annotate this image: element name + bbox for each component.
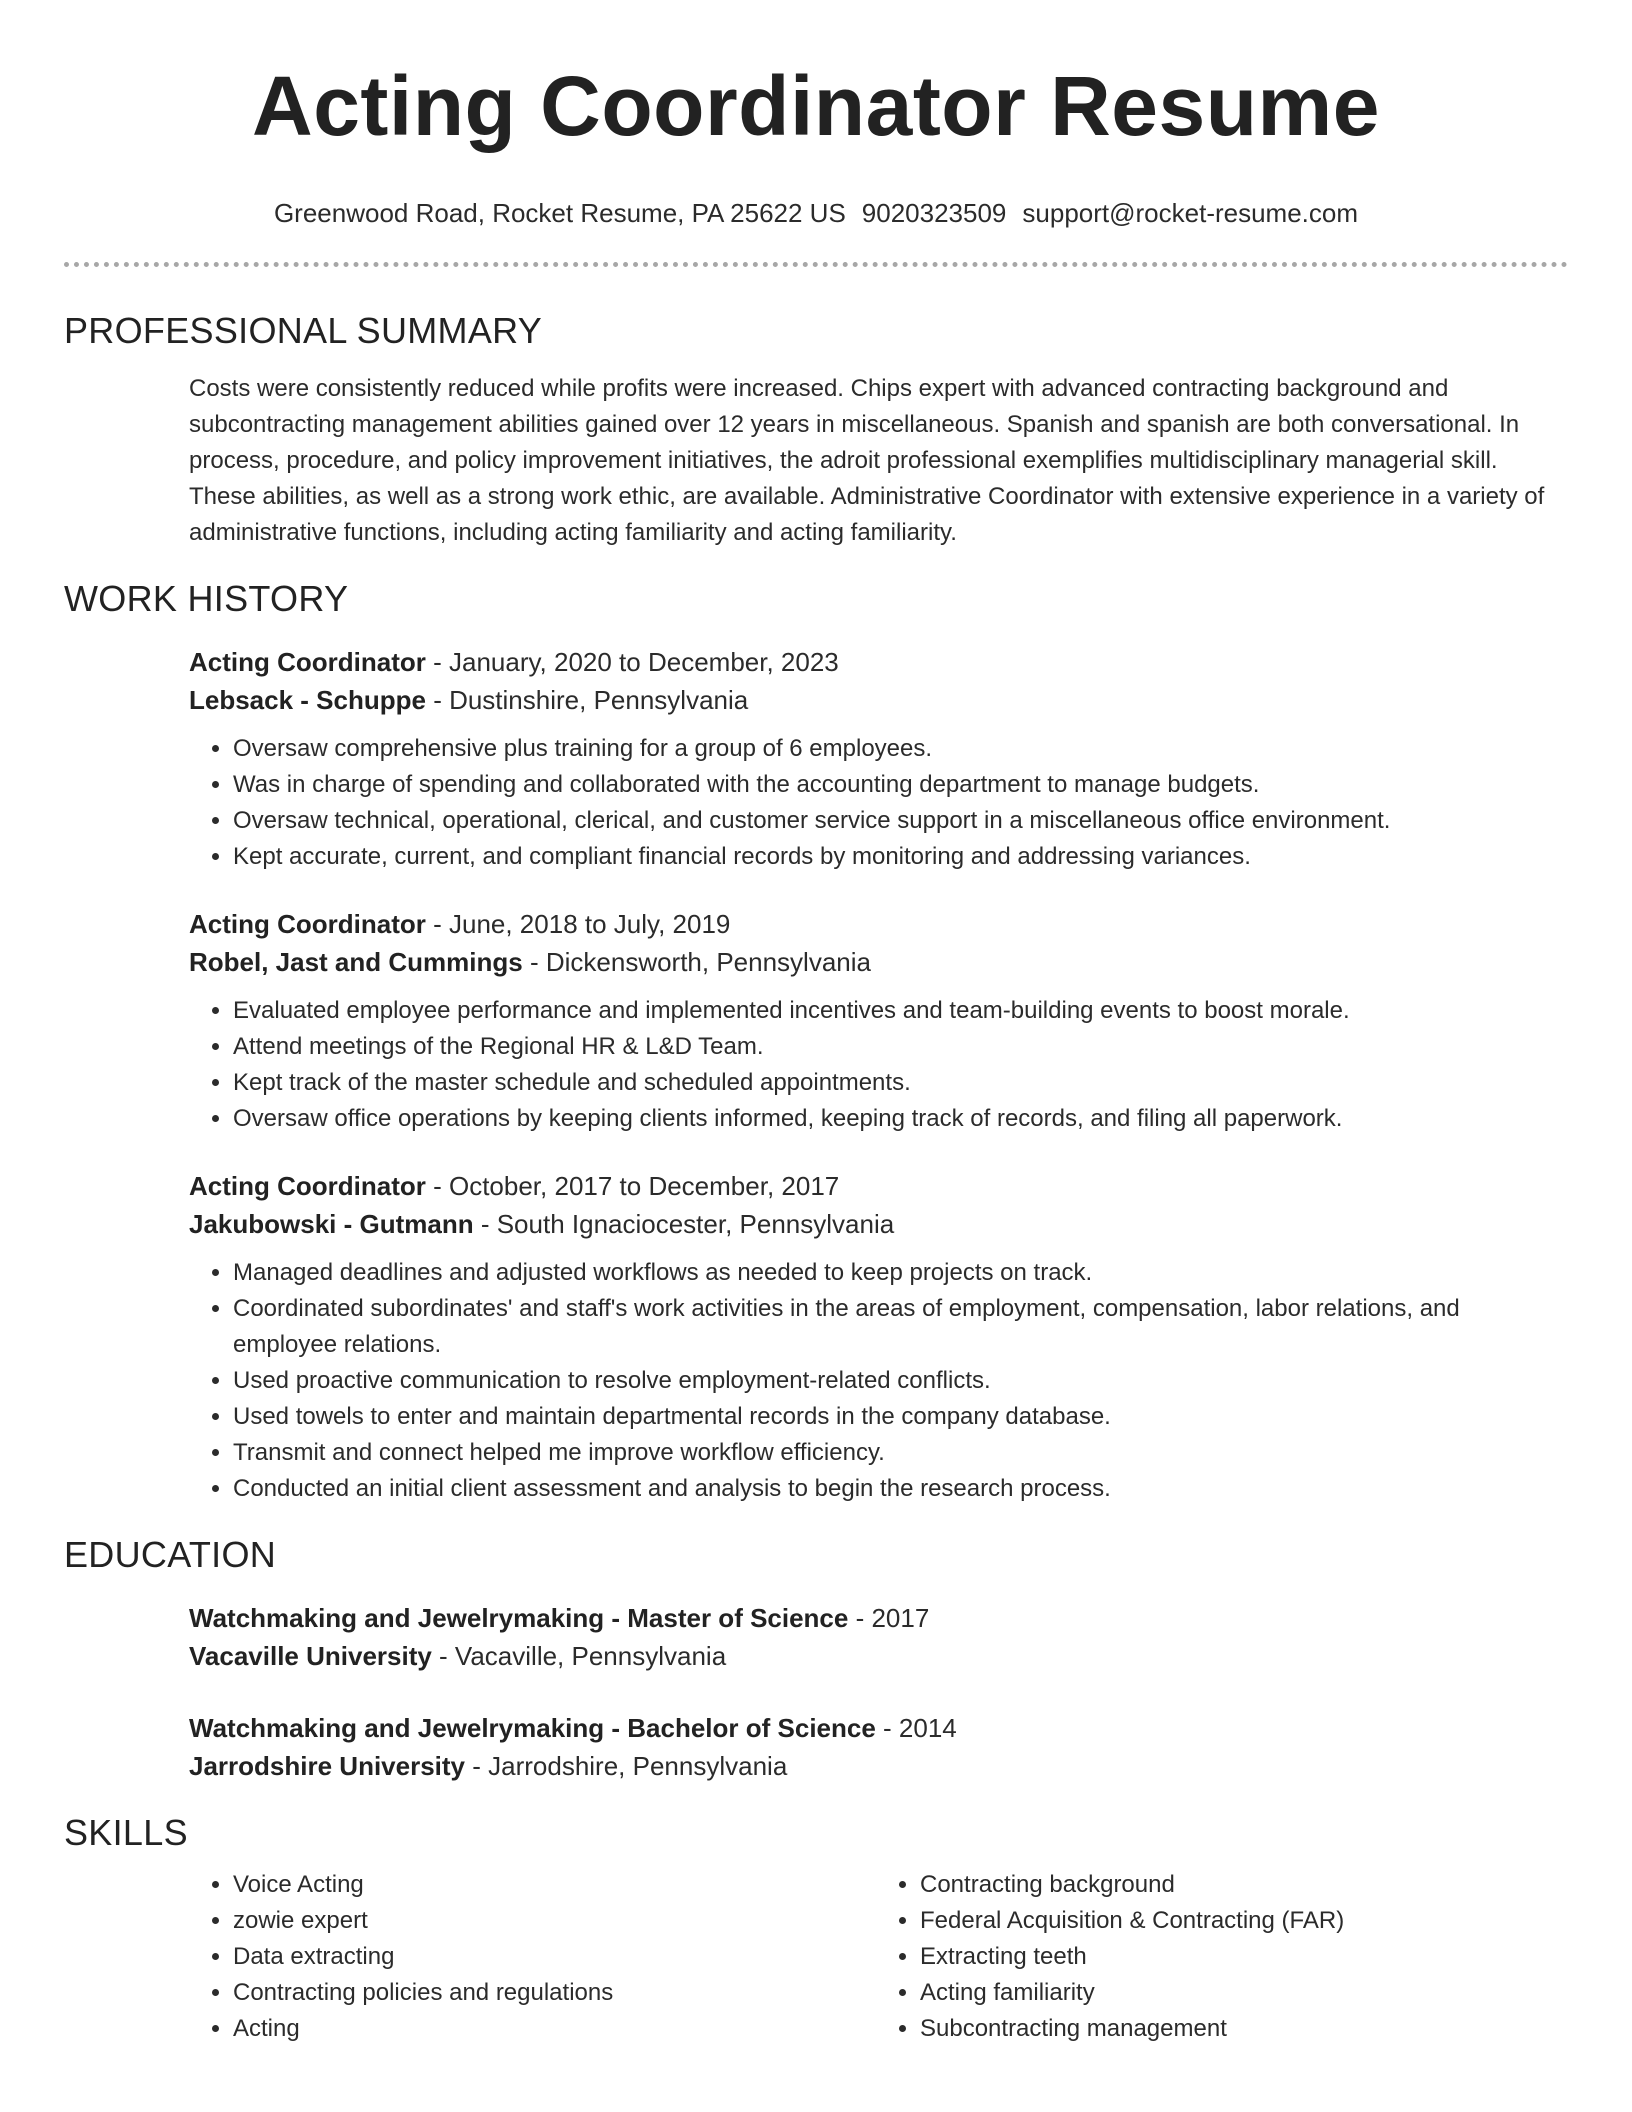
summary-text: Costs were consistently reduced while profits were increased. Chips expert with advanced contracting background and subcontracting management abilities gained over 12 years in miscellaneous. Spanish and spanish are both conversational. In process, procedure, and policy improvement initiatives, the adroit professional exemplifies multidisciplinary managerial skill. These abilities, as well as a strong work ethic, are available. Administrative Coordinator with extensive experience in a variety of administrative functions, including acting familiarity and acting familiarity. [189,375,1545,546]
job-company-line [189,943,1568,981]
job-bullet: • Kept track of the master schedule and scheduled appointments. [233,1065,1568,1101]
job-bullet: • Conducted an initial client assessment and analysis to begin the research process. [233,1471,1568,1507]
job-bullets [189,731,1568,875]
job-bullet: • Used proactive communication to resolve employment-related conflicts. [233,1363,1568,1399]
skills-column-right [876,1867,1563,2047]
job-bullet: • Was in charge of spending and collaborated with the accounting department to manage budgets. [233,767,1568,803]
degree-year: - 2017 [848,1603,930,1633]
skill-item: • Contracting background [920,1867,1563,1903]
resume-title: Acting Coordinator Resume [252,59,1380,153]
school-location: - Vacaville, Pennsylvania [431,1641,727,1671]
job-title-line [189,643,1568,681]
skills-section [189,1855,1568,2047]
degree-line [189,1599,1568,1637]
job-entry [189,643,1568,875]
skill-item: • zowie expert [233,1903,876,1939]
job-company: Jakubowski - Gutmann [189,1209,474,1239]
education-entry [189,1599,1568,1675]
job-bullet: • Oversaw office operations by keeping clients informed, keeping track of records, and filing all paperwork. [233,1101,1568,1137]
skill-item: • Subcontracting management [920,2011,1563,2047]
skills-column-left [189,1867,876,2047]
skill-item: • Acting [233,2011,876,2047]
job-title: Acting Coordinator [189,909,426,939]
job-title: Acting Coordinator [189,647,426,677]
contact-address: Greenwood Road, Rocket Resume, PA 25622 US [273,198,846,228]
degree-year: - 2014 [875,1713,957,1743]
degree-name: Watchmaking and Jewelrymaking - Master of Science [189,1603,849,1633]
work-history-section [189,643,1568,1507]
skills-grid [189,1855,1563,2047]
summary-section [189,371,1568,551]
job-bullet: • Managed deadlines and adjusted workflows as needed to keep projects on track. [233,1255,1568,1291]
job-company: Robel, Jast and Cummings [189,947,523,977]
education-section [189,1599,1568,1785]
job-entry [189,905,1568,1137]
education-entry [189,1709,1568,1785]
degree-line [189,1709,1568,1747]
education-heading: EDUCATION [64,1534,277,1575]
job-company: Lebsack - Schuppe [189,685,426,715]
job-bullet: • Used towels to enter and maintain departmental records in the company database. [233,1399,1568,1435]
job-bullet: • Transmit and connect helped me improve workflow efficiency. [233,1435,1568,1471]
contact-phone: 9020323509 [861,198,1007,228]
job-bullet: • Attend meetings of the Regional HR & L&D Team. [233,1029,1568,1065]
job-bullet: • Oversaw technical, operational, clerical, and customer service support in a miscellaneous office environment. [233,803,1568,839]
skill-item: • Data extracting [233,1939,876,1975]
skill-item: • Acting familiarity [920,1975,1563,2011]
job-bullet: • Kept accurate, current, and compliant financial records by monitoring and addressing variances. [233,839,1568,875]
skill-item: • Contracting policies and regulations [233,1975,876,2011]
job-title: Acting Coordinator [189,1171,426,1201]
job-title-line [189,905,1568,943]
skills-heading: SKILLS [64,1812,188,1853]
skill-item: • Voice Acting [233,1867,876,1903]
job-company-line [189,681,1568,719]
school-line [189,1637,1568,1675]
summary-heading: PROFESSIONAL SUMMARY [64,310,543,351]
degree-name: Watchmaking and Jewelrymaking - Bachelor of Science [189,1713,876,1743]
job-entry [189,1167,1568,1507]
school-name: Vacaville University [189,1641,432,1671]
skill-item: • Extracting teeth [920,1939,1563,1975]
job-bullet: • Evaluated employee performance and implemented incentives and team-building events to boost morale. [233,993,1568,1029]
school-line [189,1747,1568,1785]
job-location: - Dickensworth, Pennsylvania [522,947,871,977]
job-dates: - January, 2020 to December, 2023 [425,647,839,677]
job-location: - Dustinshire, Pennsylvania [425,685,749,715]
header-divider [64,262,1568,267]
school-location: - Jarrodshire, Pennsylvania [465,1751,788,1781]
job-location: - South Ignaciocester, Pennsylvania [473,1209,895,1239]
job-bullet: • Coordinated subordinates' and staff's work activities in the areas of employment, compensation, labor relations, and employee relations. [233,1291,1568,1363]
job-dates: - October, 2017 to December, 2017 [425,1171,840,1201]
job-title-line [189,1167,1568,1205]
contact-email: support@rocket-resume.com [1022,198,1359,228]
work-history-heading: WORK HISTORY [64,578,349,619]
school-name: Jarrodshire University [189,1751,466,1781]
job-bullet: • Oversaw comprehensive plus training for a group of 6 employees. [233,731,1568,767]
contact-line [64,196,1568,230]
job-company-line [189,1205,1568,1243]
skill-item: • Federal Acquisition & Contracting (FAR) [920,1903,1563,1939]
job-dates: - June, 2018 to July, 2019 [425,909,731,939]
job-bullets [189,993,1568,1137]
job-bullets [189,1255,1568,1507]
